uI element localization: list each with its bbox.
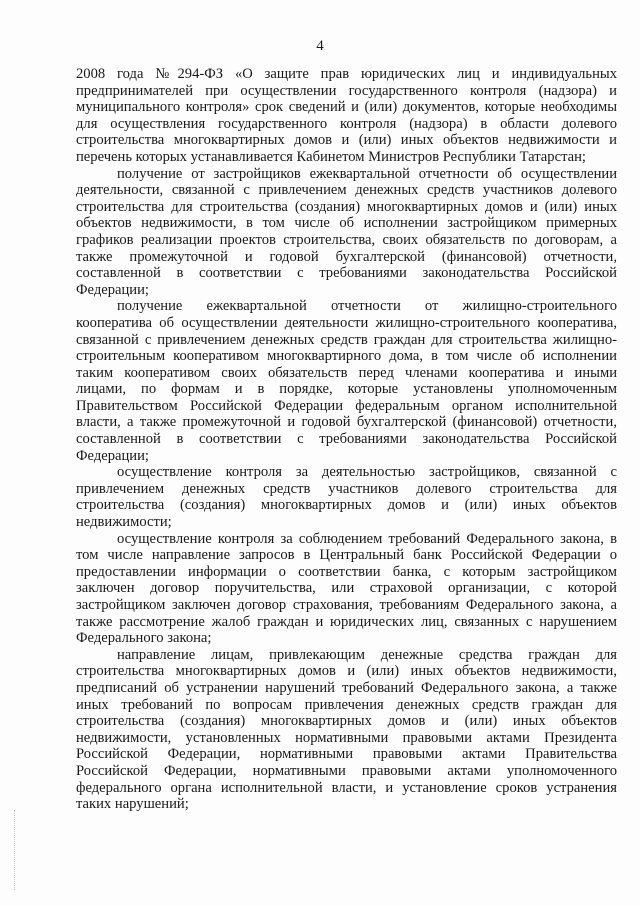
- text-line: Федерации;: [76, 447, 149, 464]
- text-line: кооператива об осуществлении деятельности жилищно-строительного кооператива,: [76, 314, 617, 331]
- text-line: власти, а также промежуточной и годовой бухгалтерской (финансовой) отчетности,: [76, 414, 617, 431]
- text-line: направление лицам, привлекающим денежные средства граждан для: [117, 646, 617, 663]
- text-line: предпринимателей при осуществлении государственного контроля (надзора) и: [76, 82, 617, 99]
- text-line: получение ежеквартальной отчетности от жилищно-строительного: [117, 298, 617, 315]
- text-line: составленной в соответствии с требованиями законодательства Российской: [76, 265, 617, 282]
- text-line: составленной в соответствии с требованиями законодательства Российской: [76, 431, 617, 448]
- text-line: осуществление контроля за деятельностью застройщиков, связанной с: [117, 464, 617, 481]
- text-line: осуществление контроля за соблюдением требований Федерального закона, в: [117, 530, 617, 547]
- text-line: недвижимости;: [76, 514, 172, 531]
- text-line: таким кооперативом своих обязательств перед членами кооператива и иными: [76, 364, 617, 381]
- text-line: Федерального закона;: [76, 630, 212, 647]
- text-line: заключен договор поручительства, или страховой организации, с которой: [76, 580, 617, 597]
- text-line: графиков реализации проектов строительства, своих обязательств по договорам, а: [76, 231, 617, 248]
- text-line: для осуществления государственного контроля (надзора) в области долевого: [76, 115, 617, 132]
- text-line: предписаний об устранении нарушений требований Федерального закона, а также: [76, 679, 617, 696]
- text-line: объектов недвижимости, в том числе об исполнении застройщиком примерных: [76, 215, 617, 232]
- text-line: предоставлении информации о соответствии банка, с которым застройщиком: [76, 563, 617, 580]
- text-line: также промежуточной и годовой бухгалтерской (финансовой) отчетности,: [76, 248, 617, 265]
- text-line: строительства для строительства (создания) многоквартирных домов и (или) иных: [76, 198, 617, 215]
- text-line: получение от застройщиков ежеквартальной отчетности об осуществлении: [117, 165, 617, 182]
- text-line: Российской Федерации, нормативными правовыми актами Правительства: [76, 746, 617, 763]
- text-line: Российской Федерации, нормативными правовыми актами уполномоченного: [76, 762, 617, 779]
- text-line: строительства (создания) многоквартирных домов и (или) иных объектов: [76, 713, 617, 730]
- text-line: связанной с привлечением денежных средств граждан для строительства жилищно-: [76, 331, 617, 348]
- text-line: федерального органа исполнительной власти, и установление сроков устранения: [76, 779, 617, 796]
- text-line: муниципального контроля» срок сведений и (или) документов, которые необходимы: [76, 99, 617, 116]
- text-line: строительства (создания) многоквартирных домов и (или) иных объектов: [76, 497, 617, 514]
- text-line: лицами, по формам и в порядке, которые установлены уполномоченным: [76, 381, 617, 398]
- text-line: деятельности, связанной с привлечением денежных средств участников долевого: [76, 182, 617, 199]
- document-body: [76, 66, 617, 813]
- text-line: таких нарушений;: [76, 796, 189, 813]
- text-line: строительства многоквартирных домов и (или) иных объектов недвижимости,: [76, 663, 617, 680]
- text-line: том числе направление запросов в Центральный банк Российской Федерации о: [76, 547, 617, 564]
- text-line: строительным кооперативом многоквартирного дома, в том числе об исполнении: [76, 348, 617, 365]
- text-line: строительства многоквартирных домов и (или) иных объектов недвижимости и: [76, 132, 617, 149]
- text-line: перечень которых устанавливается Кабинетом Министров Республики Татарстан;: [76, 148, 586, 165]
- text-line: застройщиком заключен договор страхования, требованиям Федерального закона, а: [76, 597, 617, 613]
- scan-margin-artifact: [14, 810, 17, 890]
- text-line: 2008 года №294-ФЗ «О защите прав юридических лиц и индивидуальных: [76, 66, 617, 82]
- text-line: также рассмотрение жалоб граждан и юридических лиц, связанных с нарушением: [76, 613, 617, 630]
- text-line: иных требований по вопросам привлечения денежных средств граждан для: [76, 696, 617, 713]
- text-line: Федерации;: [76, 281, 149, 298]
- text-line: Правительством Российской Федерации федеральным органом исполнительной: [76, 397, 617, 414]
- page-number: 4: [316, 38, 324, 54]
- text-line: привлечением денежных средств участников долевого строительства для: [76, 480, 617, 497]
- text-line: недвижимости, установленных нормативными правовыми актами Президента: [76, 729, 617, 746]
